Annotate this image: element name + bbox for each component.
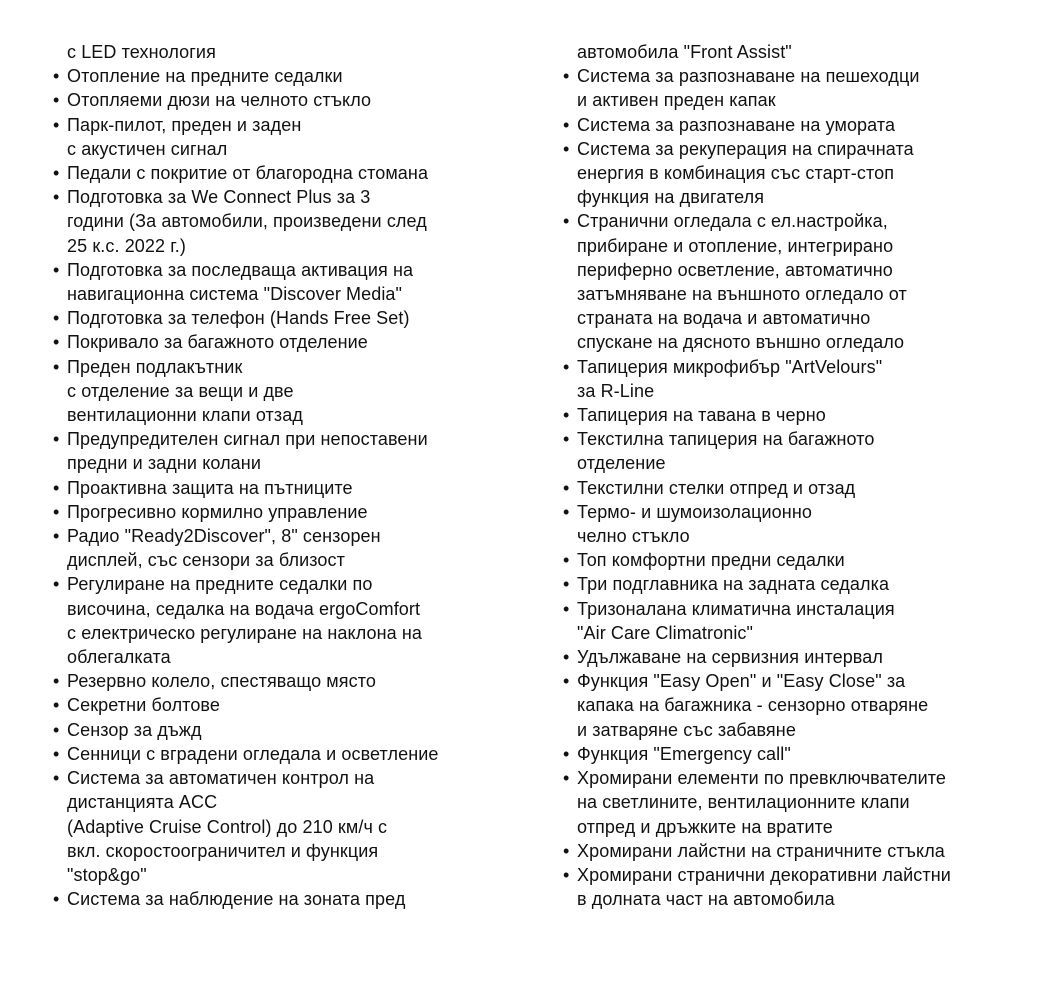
- item-line: затъмняване на външното огледало от: [577, 284, 907, 305]
- item-text: [577, 403, 1038, 427]
- item-line: 25 к.с. 2022 г.): [67, 235, 186, 256]
- item-line: Регулиране на предните седалки по: [67, 574, 373, 595]
- item-line: Преден подлакътник: [67, 356, 243, 377]
- bullet-icon: •: [53, 768, 60, 789]
- bullet-icon: •: [53, 332, 60, 353]
- item-line: с LED технология: [67, 42, 216, 62]
- item-text: [67, 355, 533, 428]
- item-text: [577, 669, 1038, 742]
- list-item: [563, 863, 1038, 911]
- item-line: за R-Line: [577, 380, 655, 401]
- item-line: Сенници с вградени огледала и осветление: [67, 743, 439, 764]
- item-text: [577, 548, 1038, 572]
- bullet-icon: •: [53, 356, 60, 377]
- item-text: [577, 40, 1038, 64]
- list-item: [53, 113, 533, 161]
- bullet-icon: •: [563, 574, 570, 595]
- bullet-icon: •: [53, 743, 60, 764]
- item-line: Тапицерия на тавана в черно: [577, 405, 826, 426]
- item-text: [577, 645, 1038, 669]
- item-text: [577, 64, 1038, 112]
- item-line: (Adaptive Cruise Control) до 210 км/ч с: [67, 816, 388, 837]
- item-line: Топ комфортни предни седалки: [577, 550, 845, 571]
- item-line: и затваряне със забавяне: [577, 719, 796, 740]
- item-line: Радио "Ready2Discover", 8" сензорен: [67, 526, 381, 547]
- list-item: [53, 355, 533, 428]
- list-item: [53, 306, 533, 330]
- item-line: Подготовка за телефон (Hands Free Set): [67, 308, 410, 329]
- list-item: [53, 524, 533, 572]
- item-line: Три подглавника на задната седалка: [577, 574, 890, 595]
- bullet-icon: •: [563, 501, 570, 522]
- item-line: Отопляеми дюзи на челното стъкло: [67, 90, 372, 111]
- item-line: Текстилна тапицерия на багажното: [577, 429, 875, 450]
- bullet-icon: •: [53, 187, 60, 208]
- list-item: [563, 113, 1038, 137]
- item-line: навигационна система "Discover Media": [67, 284, 403, 305]
- item-text: [67, 40, 533, 64]
- item-text: [577, 500, 1038, 548]
- list-item: [53, 718, 533, 742]
- item-line: Хромирани лайстни на страничните стъкла: [577, 840, 945, 861]
- bullet-icon: •: [563, 429, 570, 450]
- list-item: [53, 330, 533, 354]
- item-text: [67, 258, 533, 306]
- item-text: [577, 137, 1038, 210]
- item-line: Педали с покритие от благородна стомана: [67, 163, 429, 184]
- item-line: Термо- и шумоизолационно: [577, 501, 812, 522]
- item-line: предни и задни колани: [67, 453, 261, 474]
- item-line: отделение: [577, 453, 666, 474]
- item-line: Отопление на предните седалки: [67, 66, 343, 87]
- item-text: [577, 572, 1038, 596]
- item-line: Текстилни стелки отпред и отзад: [577, 477, 856, 498]
- bullet-icon: •: [53, 501, 60, 522]
- item-line: Парк-пилот, преден и заден: [67, 114, 302, 135]
- item-text: [67, 185, 533, 258]
- item-line: с отделение за вещи и две: [67, 380, 294, 401]
- list-item: [53, 476, 533, 500]
- item-text: [67, 113, 533, 161]
- item-text: [577, 113, 1038, 137]
- item-line: прибиране и отопление, интегрирано: [577, 235, 894, 256]
- list-item: [563, 572, 1038, 596]
- item-text: [67, 524, 533, 572]
- item-text: [67, 306, 533, 330]
- item-text: [67, 742, 533, 766]
- list-item: [53, 572, 533, 669]
- item-line: Система за наблюдение на зоната пред: [67, 889, 406, 910]
- bullet-icon: •: [53, 90, 60, 111]
- item-line: отпред и дръжките на вратите: [577, 816, 833, 837]
- item-text: [67, 161, 533, 185]
- list-item: [563, 40, 1038, 64]
- item-text: [577, 427, 1038, 475]
- list-item: [53, 40, 533, 64]
- list-item: [563, 476, 1038, 500]
- item-line: Система за рекуперация на спирачната: [577, 138, 914, 159]
- feature-column-right: [563, 40, 1038, 911]
- item-line: Подготовка за We Connect Plus за 3: [67, 187, 371, 208]
- list-item: [563, 766, 1038, 839]
- bullet-icon: •: [53, 66, 60, 87]
- item-text: [67, 476, 533, 500]
- item-text: [577, 839, 1038, 863]
- bullet-icon: •: [563, 114, 570, 135]
- item-line: Хромирани елементи по превключвателите: [577, 768, 947, 789]
- item-line: дистанцията ACC: [67, 792, 218, 813]
- item-line: Резервно колело, спестяващо място: [67, 671, 376, 692]
- item-line: спускане на дясното външно огледало: [577, 332, 905, 353]
- list-item: [563, 403, 1038, 427]
- item-line: дисплей, със сензори за близост: [67, 550, 345, 571]
- item-text: [67, 718, 533, 742]
- bullet-icon: •: [53, 574, 60, 595]
- bullet-icon: •: [563, 598, 570, 619]
- bullet-icon: •: [53, 889, 60, 910]
- list-item: [563, 427, 1038, 475]
- item-line: Тапицерия микрофибър "ArtVelours": [577, 356, 883, 377]
- item-line: с акустичен сигнал: [67, 138, 228, 159]
- list-item: [563, 548, 1038, 572]
- bullet-icon: •: [563, 138, 570, 159]
- item-text: [577, 355, 1038, 403]
- item-text: [577, 863, 1038, 911]
- bullet-icon: •: [563, 356, 570, 377]
- item-line: Тризоналана климатична инсталация: [577, 598, 895, 619]
- item-line: Подготовка за последваща активация на: [67, 259, 414, 280]
- bullet-icon: •: [53, 719, 60, 740]
- bullet-icon: •: [563, 768, 570, 789]
- list-item: [53, 161, 533, 185]
- item-line: с електрическо регулиране на наклона на: [67, 622, 423, 643]
- bullet-icon: •: [53, 114, 60, 135]
- item-text: [577, 742, 1038, 766]
- item-line: периферно осветление, автоматично: [577, 259, 893, 280]
- list-item: [563, 597, 1038, 645]
- bullet-icon: •: [563, 743, 570, 764]
- list-item: [53, 427, 533, 475]
- item-text: [67, 693, 533, 717]
- list-item: [53, 742, 533, 766]
- bullet-icon: •: [53, 429, 60, 450]
- bullet-icon: •: [563, 840, 570, 861]
- item-line: страната на водача и автоматично: [577, 308, 871, 329]
- list-item: [563, 669, 1038, 742]
- list-item: [563, 500, 1038, 548]
- item-line: Предупредителен сигнал при непоставени: [67, 429, 428, 450]
- item-line: челно стъкло: [577, 526, 690, 547]
- list-item: [563, 137, 1038, 210]
- item-text: [67, 427, 533, 475]
- bullet-icon: •: [53, 671, 60, 692]
- bullet-icon: •: [563, 550, 570, 571]
- item-line: години (За автомобили, произведени след: [67, 211, 427, 232]
- item-line: "stop&go": [67, 864, 147, 885]
- item-line: Хромирани странични декоративни лайстни: [577, 864, 951, 885]
- item-line: височина, седалка на водача ergoComfort: [67, 598, 421, 619]
- list-item: [53, 64, 533, 88]
- list-item: [53, 669, 533, 693]
- item-text: [67, 887, 533, 911]
- list-item: [53, 887, 533, 911]
- item-text: [67, 88, 533, 112]
- item-line: на светлините, вентилационните клапи: [577, 792, 910, 813]
- bullet-icon: •: [53, 526, 60, 547]
- bullet-icon: •: [563, 405, 570, 426]
- bullet-icon: •: [563, 66, 570, 87]
- item-text: [67, 669, 533, 693]
- item-text: [577, 476, 1038, 500]
- item-text: [67, 572, 533, 669]
- item-text: [577, 597, 1038, 645]
- list-item: [563, 209, 1038, 354]
- list-item: [563, 355, 1038, 403]
- list-item: [53, 500, 533, 524]
- item-line: "Air Care Climatronic": [577, 622, 754, 643]
- list-item: [563, 742, 1038, 766]
- item-line: Покривало за багажното отделение: [67, 332, 368, 353]
- item-line: вкл. скоростоограничител и функция: [67, 840, 379, 861]
- item-line: Проактивна защита на пътниците: [67, 477, 353, 498]
- bullet-icon: •: [53, 259, 60, 280]
- item-text: [67, 500, 533, 524]
- bullet-icon: •: [563, 477, 570, 498]
- item-line: Система за автоматичен контрол на: [67, 768, 375, 789]
- item-line: функция на двигателя: [577, 187, 765, 208]
- bullet-icon: •: [563, 211, 570, 232]
- item-line: Прогресивно кормилно управление: [67, 501, 368, 522]
- list-item: [53, 258, 533, 306]
- item-text: [67, 766, 533, 887]
- item-line: капака на багажника - сензорно отваряне: [577, 695, 929, 716]
- item-line: Функция "Emergency call": [577, 743, 791, 764]
- bullet-icon: •: [563, 671, 570, 692]
- list-item: [563, 64, 1038, 112]
- item-text: [577, 209, 1038, 354]
- bullet-icon: •: [563, 864, 570, 885]
- bullet-icon: •: [53, 308, 60, 329]
- item-line: вентилационни клапи отзад: [67, 405, 303, 426]
- item-text: [577, 766, 1038, 839]
- list-item: [563, 839, 1038, 863]
- list-item: [53, 185, 533, 258]
- item-text: [67, 64, 533, 88]
- item-line: енергия в комбинация със старт-стоп: [577, 163, 895, 184]
- list-item: [53, 766, 533, 887]
- item-line: Секретни болтове: [67, 695, 221, 716]
- item-line: Функция "Easy Open" и "Easy Close" за: [577, 671, 906, 692]
- item-line: Странични огледала с ел.настройка,: [577, 211, 888, 232]
- bullet-icon: •: [53, 477, 60, 498]
- list-item: [53, 88, 533, 112]
- item-line: Система за разпознаване на умората: [577, 114, 896, 135]
- item-line: Сензор за дъжд: [67, 719, 202, 740]
- item-text: [67, 330, 533, 354]
- item-line: Система за разпознаване на пешеходци: [577, 66, 920, 87]
- bullet-icon: •: [53, 695, 60, 716]
- bullet-icon: •: [563, 647, 570, 668]
- list-item: [563, 645, 1038, 669]
- item-line: в долната част на автомобила: [577, 889, 835, 910]
- item-line: автомобила "Front Assist": [577, 42, 792, 62]
- bullet-icon: •: [53, 163, 60, 184]
- item-line: облегалката: [67, 647, 171, 668]
- feature-column-left: [53, 40, 533, 911]
- list-item: [53, 693, 533, 717]
- item-line: и активен преден капак: [577, 90, 776, 111]
- item-line: Удължаване на сервизния интервал: [577, 647, 883, 668]
